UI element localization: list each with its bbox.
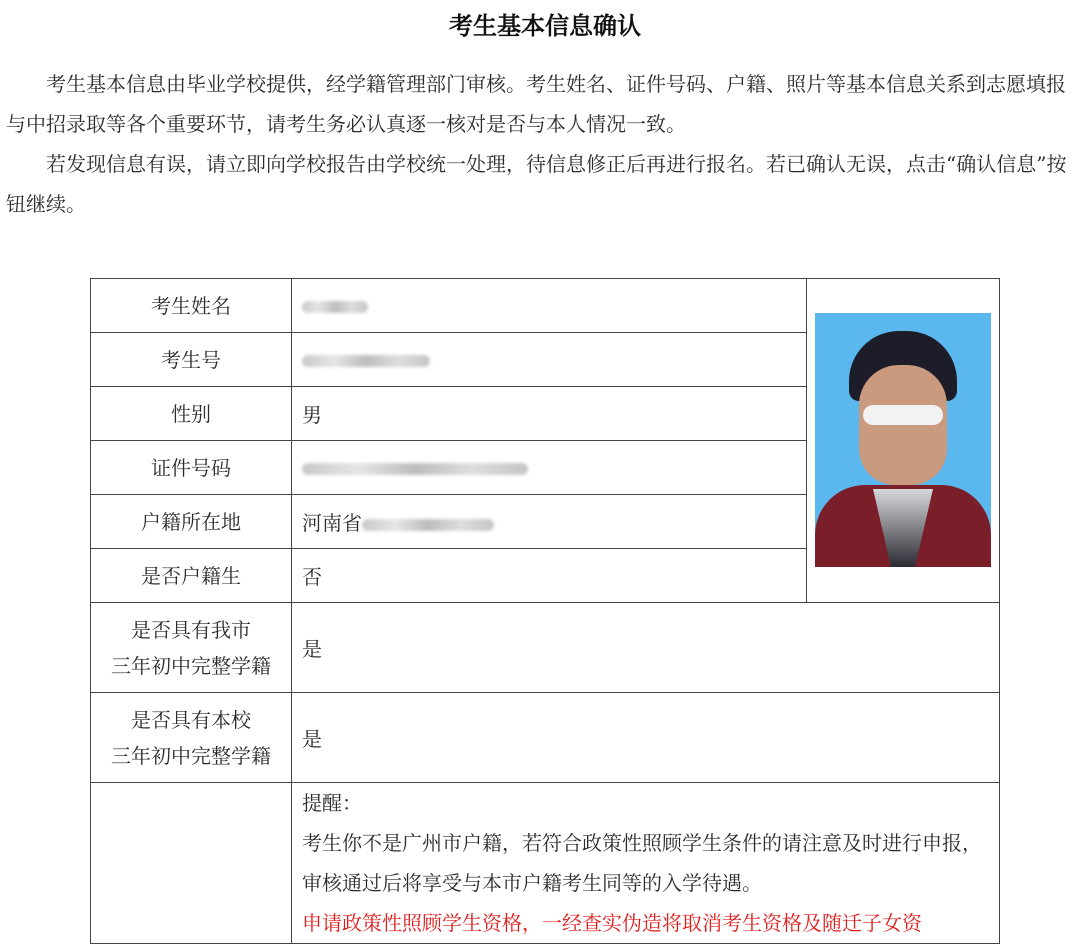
table-row <box>91 279 1000 333</box>
city-enrollment-value: 是 <box>292 603 1000 693</box>
name-value <box>292 279 807 333</box>
redacted-id-number <box>302 463 528 475</box>
student-photo <box>815 313 991 567</box>
reminder-title: 提醒： <box>302 791 362 815</box>
reminder-body: 考生你不是广州市户籍，若符合政策性照顾学生条件的请注意及时进行申报，审核通过后将享受与本市户籍考生同等的入学待遇。 <box>302 831 982 895</box>
redacted-exam-number <box>302 355 430 367</box>
reminder-label-cell <box>91 783 292 944</box>
local-household-value: 否 <box>292 549 807 603</box>
id-number-label: 证件号码 <box>91 441 292 495</box>
household-value: 河南省 <box>292 495 807 549</box>
intro-text <box>6 64 1076 224</box>
redacted-address <box>362 519 494 531</box>
gender-label: 性别 <box>91 387 292 441</box>
page-title: 考生基本信息确认 <box>449 12 641 40</box>
intro-paragraph-1: 考生基本信息由毕业学校提供，经学籍管理部门审核。考生姓名、证件号码、户籍、照片等基本信息关系到志愿填报与中招录取等各个重要环节，请考生务必认真逐一核对是否与本人情况一致。 <box>6 72 1066 136</box>
household-label: 户籍所在地 <box>91 495 292 549</box>
reminder-cell <box>292 783 1000 944</box>
school-enrollment-value: 是 <box>292 693 1000 783</box>
name-label: 考生姓名 <box>91 279 292 333</box>
photo-cell <box>807 279 1000 603</box>
local-household-label: 是否户籍生 <box>91 549 292 603</box>
exam-number-label: 考生号 <box>91 333 292 387</box>
intro-paragraph-2: 若发现信息有误，请立即向学校报告由学校统一处理，待信息修正后再进行报名。若已确认无误，点击“确认信息”按钮继续。 <box>6 152 1067 216</box>
exam-number-value <box>292 333 807 387</box>
gender-value: 男 <box>292 387 807 441</box>
table-row <box>91 603 1000 693</box>
table-row <box>91 783 1000 944</box>
student-info-table <box>90 278 1000 944</box>
id-number-value <box>292 441 807 495</box>
school-enrollment-label: 是否具有本校 三年初中完整学籍 <box>91 693 292 783</box>
reminder-warning: 申请政策性照顾学生资格，一经查实伪造将取消考生资格及随迁子女资 <box>302 911 922 935</box>
eye-censor-bar <box>863 405 943 425</box>
city-enrollment-label: 是否具有我市 三年初中完整学籍 <box>91 603 292 693</box>
table-row <box>91 693 1000 783</box>
redacted-name <box>302 301 368 313</box>
